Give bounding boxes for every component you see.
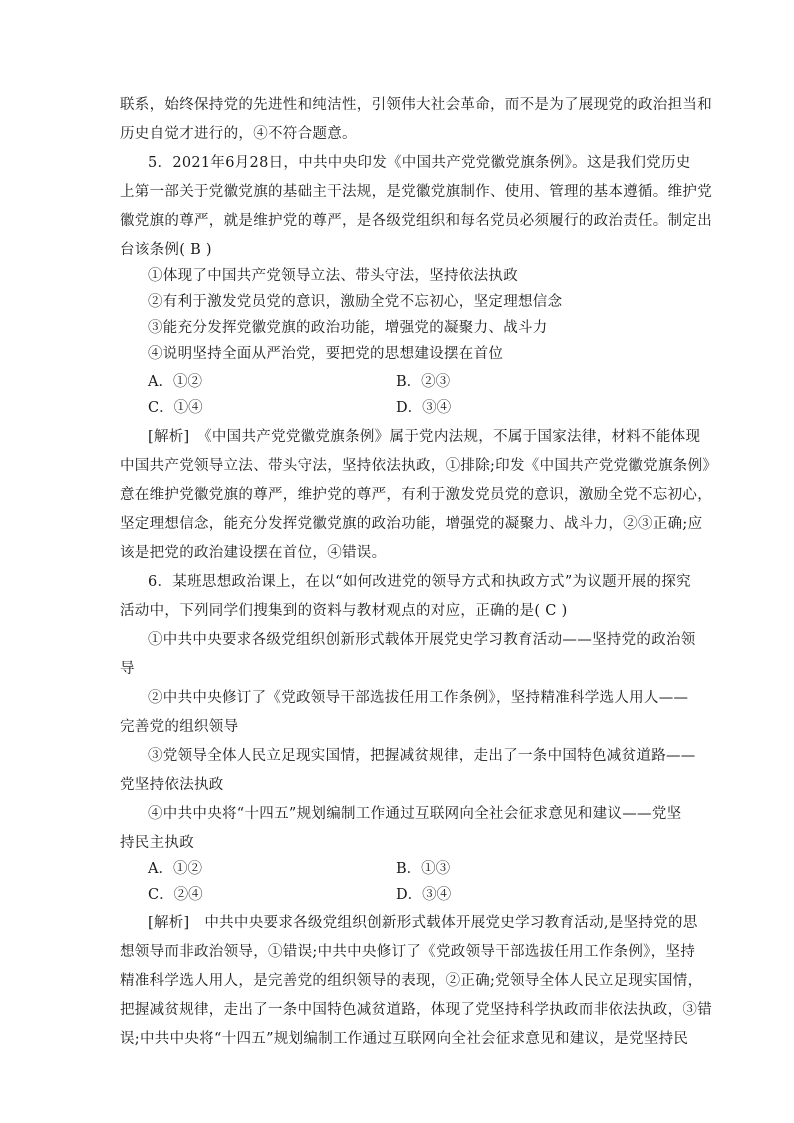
text-line: ③能充分发挥党徽党旗的政治功能，增强党的凝聚力、战斗力 [148,320,548,336]
text-line: 徽党旗的尊严，就是维护党的尊严，是各级党组织和每名党员必须履行的政治责任。制定出 [120,213,712,229]
text-line: 党坚持依法执政 [120,777,224,793]
text-line: 导 [120,661,135,677]
text-line: 持民主执政 [120,835,194,851]
text-line: [解析] 《中国共产党党徽党旗条例》属于党内法规，不属于国家法律，材料不能体现 [148,429,701,445]
answer-option: C．②④ [148,887,203,903]
text-line: 活动中，下列同学们搜集到的资料与教材观点的对应，正确的是( C ) [120,603,568,619]
text-line: ③党领导全体人民立足现实国情，把握减贫规律，走出了一条中国特色减贫道路—— [148,748,696,764]
text-line: 联系，始终保持党的先进性和纯洁性，引领伟大社会革命，而不是为了展现党的政治担当和 [120,97,712,113]
text-line: 想领导而非政治领导，①错误;中共中央修订了《党政领导干部选拔任用工作条例》，坚持 [120,944,696,960]
answer-option: A．①② [148,861,202,877]
text-line: 把握减贫规律，走出了一条中国特色减贫道路，体现了党坚持科学执政而非依法执政，③错 [120,1002,712,1018]
text-line: ④说明坚持全面从严治党，要把党的思想建设摆在首位 [148,346,504,362]
text-line: 误;中共中央将“十四五”规划编制工作通过互联网向全社会征求意见和建议，是党坚持民 [120,1031,689,1047]
text-line: 历史自觉才进行的，④不符合题意。 [120,126,357,142]
text-line: 坚定理想信念，能充分发挥党徽党旗的政治功能，增强党的凝聚力、战斗力，②③正确;应 [120,516,703,532]
text-line: 5．2021年6月28日，中共中央印发《中国共产党党徽党旗条例》。这是我们党历史 [148,155,691,171]
text-line: ②有利于激发党员党的意识，激励全党不忘初心，坚定理想信念 [148,294,563,310]
text-line: 完善党的组织领导 [120,719,239,735]
text-line: 意在维护党徽党旗的尊严，维护党的尊严，有利于激发党员党的意识，激励全党不忘初心， [120,487,712,503]
text-line: ②中共中央修订了《党政领导干部选拔任用工作条例》，坚持精准科学选人用人—— [148,690,689,706]
text-line: 中国共产党领导立法、带头守法，坚持依法执政，①排除;印发《中国共产党党徽党旗条例》 [120,458,718,474]
answer-option: B．②③ [396,374,451,390]
text-line: 精准科学选人用人，是完善党的组织领导的表现，②正确;党领导全体人民立足现实国情， [120,973,703,989]
text-line: ①中共中央要求各级党组织创新形式载体开展党史学习教育活动——坚持党的政治领 [148,632,696,648]
answer-option: D．③④ [396,400,452,416]
answer-option: A．①② [148,374,202,390]
answer-option: D．③④ [396,887,452,903]
text-line: [解析] 中共中央要求各级党组织创新形式载体开展党史学习教育活动,是坚持党的思 [148,915,698,931]
text-line: ④中共中央将“十四五”规划编制工作通过互联网向全社会征求意见和建议——党坚 [148,806,682,822]
answer-option: B．①③ [396,861,451,877]
text-line: 上第一部关于党徽党旗的基础主干法规，是党徽党旗制作、使用、管理的基本遵循。维护党 [120,184,712,200]
text-line: 6．某班思想政治课上，在以“如何改进党的领导方式和执政方式”为议题开展的探究 [148,574,691,590]
answer-option: C．①④ [148,400,203,416]
text-line: ①体现了中国共产党领导立法、带头守法，坚持依法执政 [148,268,518,284]
text-line: 该是把党的政治建设摆在首位，④错误。 [120,545,387,561]
text-line: 台该条例( B ) [120,242,212,258]
